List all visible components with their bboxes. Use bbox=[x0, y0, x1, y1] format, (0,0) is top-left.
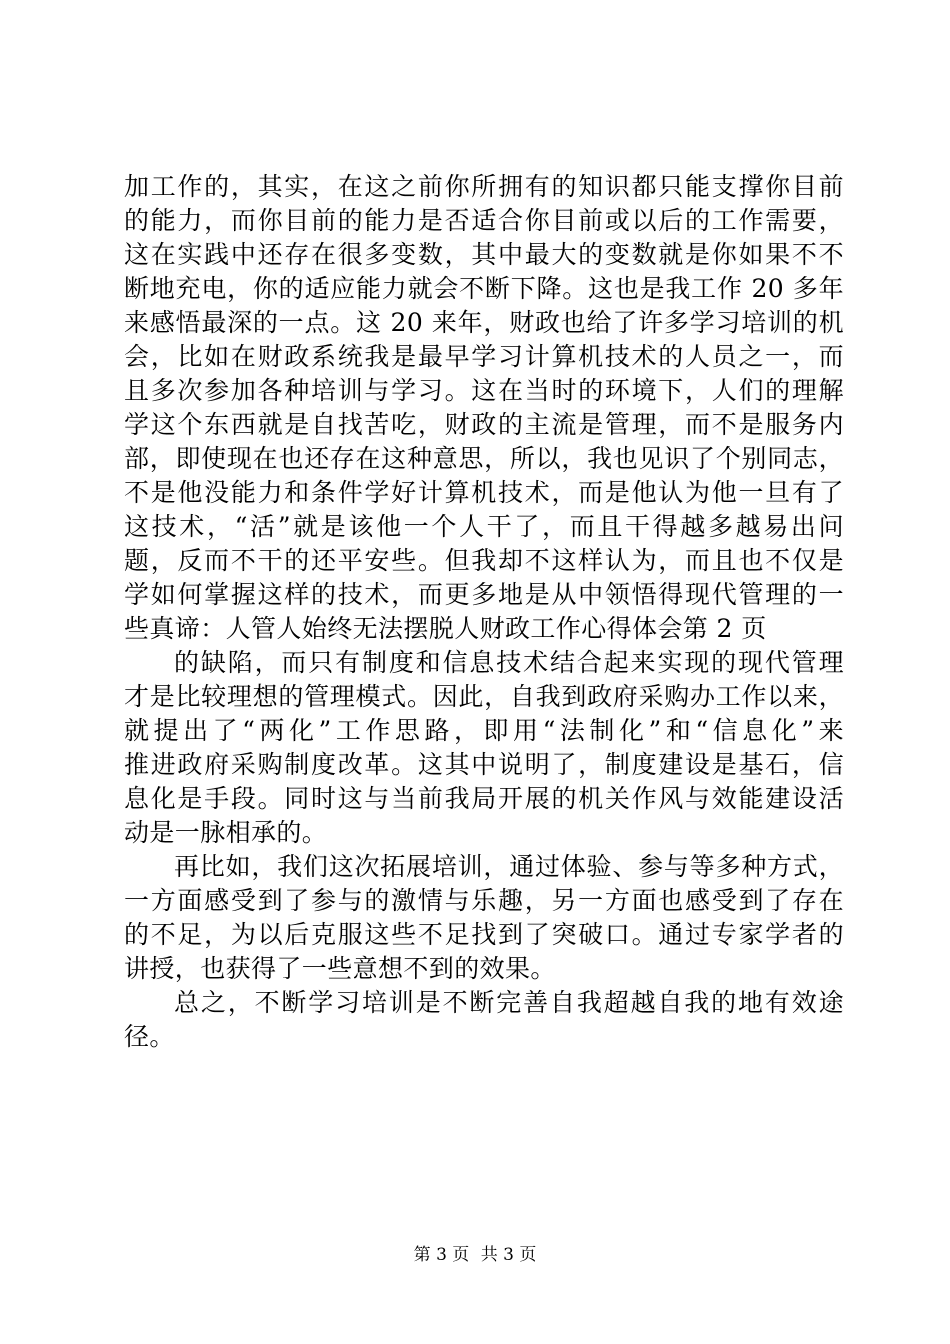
text-line: 动是一脉相承的。 bbox=[124, 818, 328, 847]
text-line: 些真谛：人管人始终无法摆脱人财政工作心得体会第 2 页 bbox=[124, 614, 767, 643]
text-line: 学这个东西就是自找苦吃，财政的主流是管理，而不是服务内 bbox=[124, 410, 844, 439]
text-line: 部，即使现在也还存在这种意思，所以，我也见识了个别同志， bbox=[124, 444, 844, 473]
text-line: 的缺陷，而只有制度和信息技术结合起来实现的现代管理 bbox=[174, 648, 844, 677]
text-line: 会，比如在财政系统我是最早学习计算机技术的人员之一，而 bbox=[124, 342, 844, 371]
text-line: 的能力，而你目前的能力是否适合你目前或以后的工作需要， bbox=[124, 206, 844, 235]
text-line: 讲授，也获得了一些意想不到的效果。 bbox=[124, 954, 556, 983]
text-line: 径。 bbox=[124, 1022, 175, 1051]
text-line: 的不足，为以后克服这些不足找到了突破口。通过专家学者的 bbox=[124, 920, 844, 949]
text-line: 断地充电，你的适应能力就会不断下降。这也是我工作 20 多年 bbox=[124, 274, 844, 303]
text-line: 总之，不断学习培训是不断完善自我超越自我的地有效途 bbox=[174, 988, 844, 1017]
text-line: 就提出了“两化”工作思路，即用“法制化”和“信息化”来 bbox=[124, 716, 844, 745]
document-body bbox=[124, 170, 844, 1054]
text-line: 来感悟最深的一点。这 20 来年，财政也给了许多学习培训的机 bbox=[124, 308, 844, 337]
text-line: 一方面感受到了参与的激情与乐趣，另一方面也感受到了存在 bbox=[124, 886, 844, 915]
text-line: 才是比较理想的管理模式。因此，自我到政府采购办工作以来， bbox=[124, 682, 844, 711]
page-number: 第 3 页 bbox=[413, 1245, 470, 1265]
text-line: 学如何掌握这样的技术，而更多地是从中领悟得现代管理的一 bbox=[124, 580, 844, 609]
text-line: 息化是手段。同时这与当前我局开展的机关作风与效能建设活 bbox=[124, 784, 844, 813]
page-footer bbox=[0, 1244, 950, 1266]
text-line: 再比如，我们这次拓展培训，通过体验、参与等多种方式， bbox=[174, 852, 844, 881]
text-line: 题，反而不干的还平安些。但我却不这样认为，而且也不仅是 bbox=[124, 546, 844, 575]
text-line: 不是他没能力和条件学好计算机技术，而是他认为他一旦有了 bbox=[124, 478, 844, 507]
text-line: 这技术，“活”就是该他一个人干了，而且干得越多越易出问 bbox=[124, 512, 844, 541]
text-line: 加工作的，其实，在这之前你所拥有的知识都只能支撑你目前 bbox=[124, 172, 844, 201]
text-line: 推进政府采购制度改革。这其中说明了，制度建设是基石，信 bbox=[124, 750, 844, 779]
text-line: 这在实践中还存在很多变数，其中最大的变数就是你如果不不 bbox=[124, 240, 844, 269]
page-total: 共 3 页 bbox=[480, 1245, 537, 1265]
text-line: 且多次参加各种培训与学习。这在当时的环境下，人们的理解 bbox=[124, 376, 844, 405]
